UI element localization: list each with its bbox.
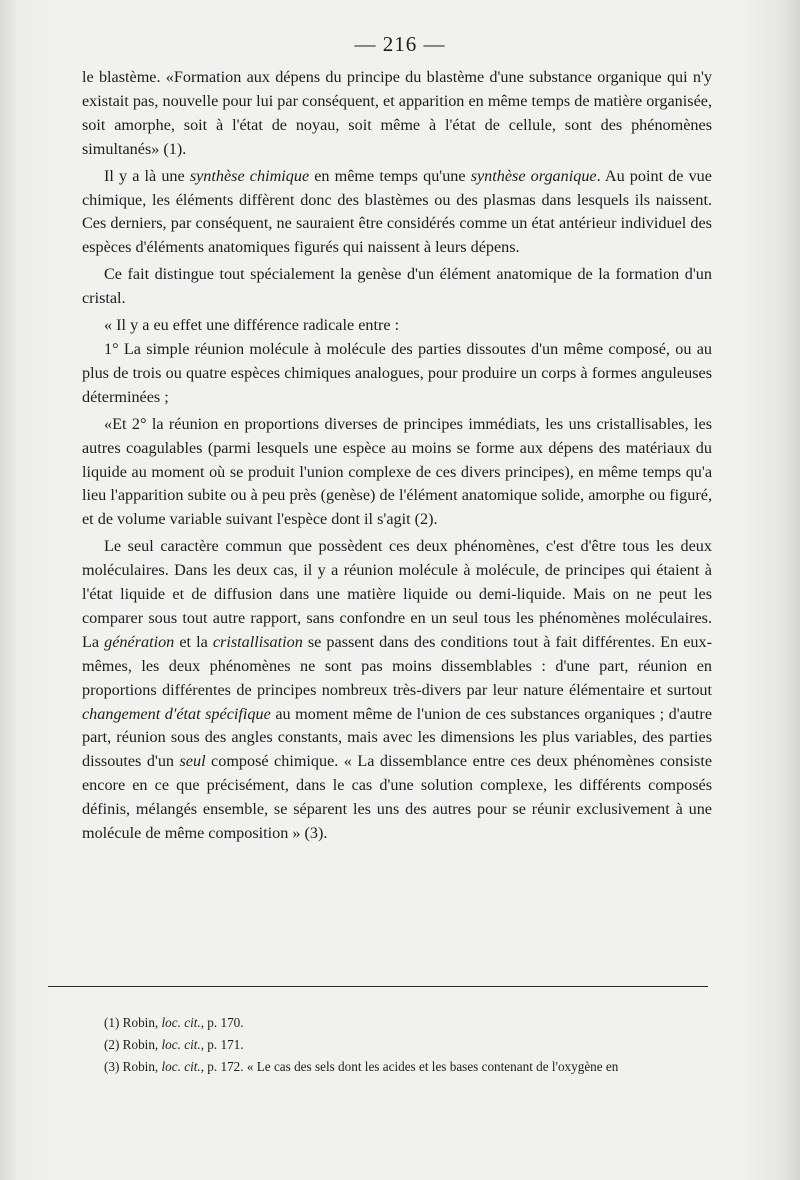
paragraph-2 — [82, 165, 712, 261]
footnote-2-author: (2) Robin, — [104, 1037, 162, 1052]
paragraph-5: 1° La simple réunion molécule à molécule des parties dissoutes d'un même composé, ou au plus de trois ou quatre espèces chimiques analogues, pour produire un corps à formes anguleuses déterminées ; — [82, 339, 712, 406]
footnote-3-page: , p. 172. « Le cas des sels dont les acides et les bases contenant de l'oxygène en — [200, 1059, 619, 1074]
footnote-divider — [48, 986, 708, 987]
footnote-1-page: , p. 170. — [200, 1015, 244, 1030]
paragraph-3: Ce fait distingue tout spécialement la genèse d'un élément anatomique de la formation d'un cristal. — [82, 265, 712, 308]
footnote-3-author: (3) Robin, — [104, 1059, 162, 1074]
footnote-2 — [104, 1034, 716, 1056]
term-cristallisation: cristallisation — [212, 632, 303, 651]
term-synthese-organique: synthèse organique — [470, 166, 597, 185]
page-number: — 216 — — [354, 32, 446, 56]
footnote-1 — [104, 1012, 716, 1034]
paragraph-1: le blastème. «Formation aux dépens du principe du blastème d'une substance organique qui n'y existait pas, nouvelle pour lui par conséquent, et apparition en même temps de matière organisée, soit amorphe, soit à l'état de noyau, soit même à l'état de cellule, sont des phénomènes simultanés» (1). — [82, 68, 712, 158]
footnote-3 — [104, 1056, 716, 1078]
footnote-3-citation: loc. cit. — [161, 1059, 201, 1074]
paragraph-2-text-b: en même temps qu'une — [309, 166, 471, 185]
paragraph-7-text-a: Le seul caractère commun que possèdent ces deux phénomènes, c'est d'être tous les deux moléculaires. Dans les deux cas, il y a réunion molécule à molécule, de principes qui étaient à l'état liquide et de diffusion dans une matière liquide ou demi-liquide. Mais on ne peut les comparer sous tout autre rapport, sans confondre en un seul tous les phénomènes moléculaires. La — [82, 537, 712, 651]
paragraph-7-text-e: composé chimique. « La dissemblance entre ces deux phénomènes consiste encore en ce que précisément, dans le cas d'une solution complexe, les différents composés définis, mélangés ensemble, se séparent les uns des autres pour se réunir exclusivement à une molécule de même composition » (3). — [82, 752, 713, 843]
footnote-1-author: (1) Robin, — [104, 1015, 162, 1030]
term-synthese-chimique: synthèse chimique — [189, 166, 310, 185]
term-seul: seul — [179, 752, 206, 771]
term-generation: génération — [104, 632, 175, 651]
footnote-1-citation: loc. cit. — [161, 1015, 201, 1030]
footnote-2-page: , p. 171. — [200, 1037, 244, 1052]
body-text — [82, 66, 712, 846]
paragraph-6: «Et 2° la réunion en proportions diverses de principes immédiats, les uns cristallisables, les autres coagulables (parmi lesquels une espèce au moins se forme aux dépens des matériaux du liquide au moment où se produit l'union complexe de ces divers principes), en même temps qu'a lieu l'apparition subite ou à peu près (genèse) de l'élément anatomique solide, amorphe ou figuré, et de volume variable suivant l'espèce dont il s'agit (2). — [82, 414, 712, 529]
paragraph-7-text-d: au moment même de l'union de ces substances organiques ; d'autre part, réunion sous des angles constants, mais avec les dimensions les plus variables, des parties dissoutes d'un — [82, 704, 712, 771]
footnote-2-citation: loc. cit. — [161, 1037, 201, 1052]
paragraph-2-text-a: Il y a là une — [104, 166, 190, 185]
paragraph-7 — [82, 535, 712, 846]
paragraph-2-text-c: . Au point de vue chimique, les éléments diffèrent donc des blastèmes ou des plasmas dans lesquels ils naissent. Ces derniers, par conséquent, ne sauraient être considérés comme un état antérieur individuel des espèces d'éléments anatomiques figurés qui naissent à leurs dépens. — [82, 166, 712, 257]
footnotes — [104, 1012, 716, 1078]
paragraph-4: « Il y a eu effet une différence radicale entre : — [104, 316, 400, 335]
paragraph-7-text-b: et la — [174, 632, 213, 651]
paragraph-7-text-c: se passent dans des conditions tout à fait différentes. En eux-mêmes, les deux phénomènes ne sont pas moins dissemblables : d'une part, réunion en proportions différentes de principes nombreux très-divers par leur nature élémentaire et surtout — [82, 632, 712, 699]
term-changement-etat: changement d'état spécifique — [82, 704, 271, 723]
